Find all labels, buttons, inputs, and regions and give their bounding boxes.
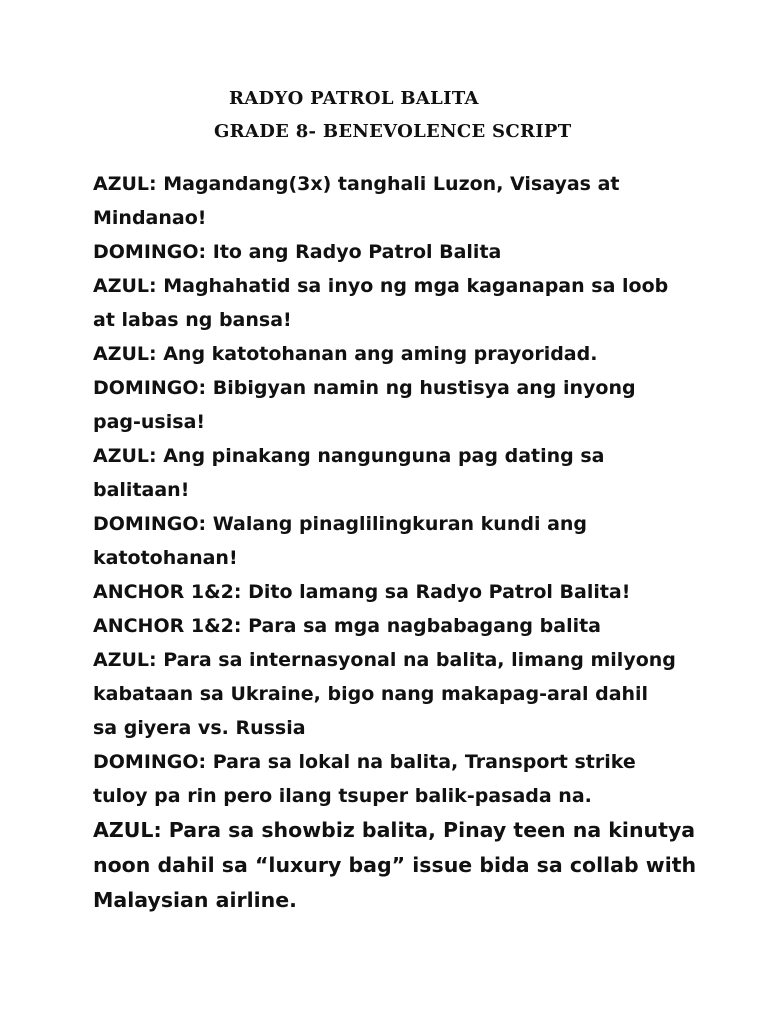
script-line: AZUL: Para sa showbiz balita, Pinay teen na kinutya	[93, 818, 696, 842]
script-line: DOMINGO: Walang pinaglilingkuran kundi ang	[93, 513, 588, 535]
script-line: at labas ng bansa!	[93, 309, 292, 331]
script-line: AZUL: Maghahatid sa inyo ng mga kaganapan sa loob	[93, 275, 669, 297]
script-line: tuloy pa rin pero ilang tsuper balik-pasada na.	[93, 785, 592, 807]
script-line: balitaan!	[93, 479, 190, 501]
script-line: DOMINGO: Bibigyan namin ng hustisya ang inyong	[93, 377, 636, 399]
document-title: RADYO PATROL BALITA	[229, 88, 479, 109]
script-body	[93, 167, 733, 918]
script-line: Malaysian airline.	[93, 888, 297, 912]
script-line: noon dahil sa “luxury bag” issue bida sa collab with	[93, 853, 697, 877]
script-line: katotohanan!	[93, 547, 238, 569]
script-line: AZUL: Para sa internasyonal na balita, limang milyong	[93, 649, 676, 671]
script-line: AZUL: Magandang(3x) tanghali Luzon, Visayas at	[93, 173, 620, 195]
document-subtitle: GRADE 8- BENEVOLENCE SCRIPT	[214, 121, 572, 142]
script-line: AZUL: Ang pinakang nangunguna pag dating sa	[93, 445, 605, 467]
script-line: Mindanao!	[93, 207, 207, 229]
script-line: DOMINGO: Para sa lokal na balita, Transport strike	[93, 751, 636, 773]
script-line: ANCHOR 1&2: Para sa mga nagbabagang balita	[93, 615, 601, 637]
script-line: kabataan sa Ukraine, bigo nang makapag-aral dahil	[93, 683, 649, 705]
script-line: pag-usisa!	[93, 411, 206, 433]
script-line: DOMINGO: Ito ang Radyo Patrol Balita	[93, 241, 502, 263]
script-line: ANCHOR 1&2: Dito lamang sa Radyo Patrol Balita!	[93, 581, 631, 603]
script-line: sa giyera vs. Russia	[93, 717, 306, 739]
script-line: AZUL: Ang katotohanan ang aming prayoridad.	[93, 343, 598, 365]
